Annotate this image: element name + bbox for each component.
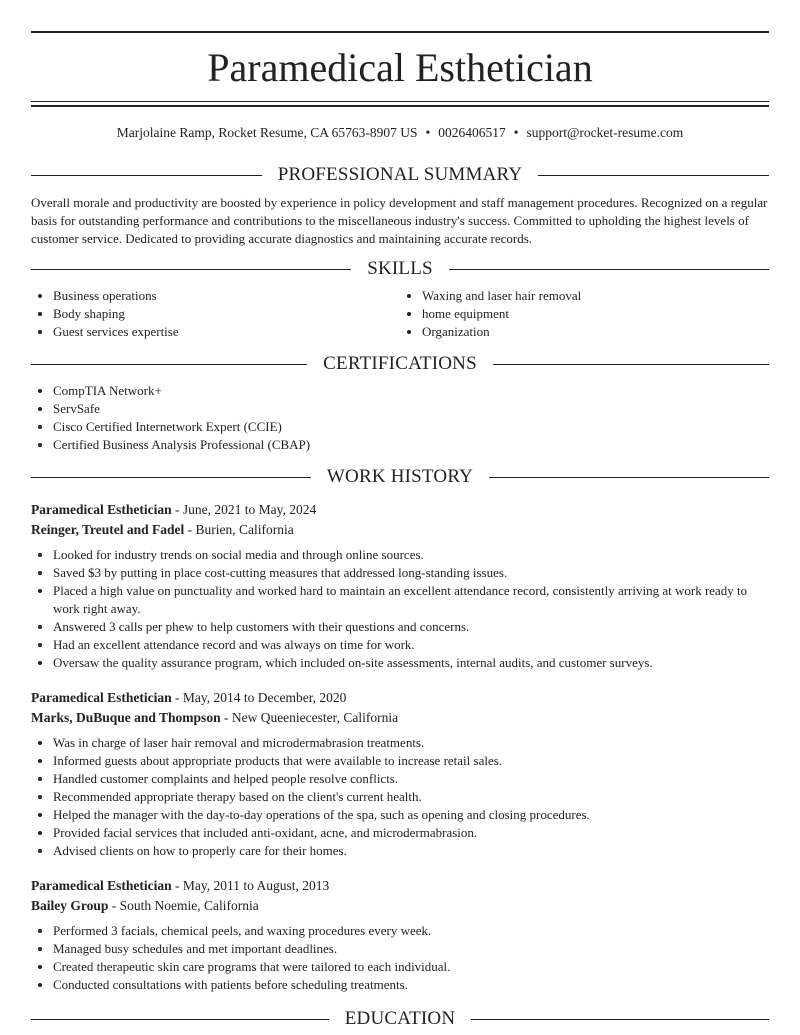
list-item: • Certified Business Analysis Professional (CBAP) [53,436,769,454]
list-item: • Created therapeutic skin care programs that were tailored to each individual. [53,958,769,976]
list-item: • Conducted consultations with patients before scheduling treatments. [53,976,769,994]
certifications-list [31,382,769,454]
section-header-skills [31,256,769,282]
title-rule [31,101,769,102]
list-item: • Guest services expertise [53,323,400,341]
title-rule [31,105,769,107]
job-entry [31,688,769,860]
job-bullets [31,922,769,994]
job-title: Paramedical Esthetician [31,502,172,517]
job-dates: - May, 2011 to August, 2013 [174,878,330,893]
company-name: Bailey Group [31,898,109,913]
job-bullets [31,734,769,860]
list-item: • Helped the manager with the day-to-day operations of the spa, such as opening and closing procedures. [53,806,769,824]
contact-line [31,124,769,142]
job-title: Paramedical Esthetician [31,878,172,893]
job-title: Paramedical Esthetician [31,690,172,705]
section-title: EDUCATION [344,1008,456,1029]
list-item: • Waxing and laser hair removal [422,287,769,305]
job-dates: - May, 2014 to December, 2020 [174,690,347,705]
list-item: • Cisco Certified Internetwork Expert (CCIE) [53,418,769,436]
summary-text: Overall morale and productivity are boosted by experience in policy development and staff management procedures. Recognized on a regular basis for outstanding performance and contributions to the miscellaneous industry's success. Committed to upholding the highest levels of customer service. Dedicated to providing accurate diagnostics and maintaining accurate records. [31,195,768,246]
company-line [31,708,769,728]
section-header-education [31,1006,769,1032]
company-line [31,896,769,916]
section-title: SKILLS [367,258,433,279]
company-name: Marks, DuBuque and Thompson [31,710,221,725]
top-rule [31,31,769,33]
section-title: WORK HISTORY [326,466,474,487]
company-line [31,520,769,540]
list-item: • Managed busy schedules and met important deadlines. [53,940,769,958]
work-history [31,500,769,994]
contact-email: support@rocket-resume.com [526,125,684,140]
list-item: • Performed 3 facials, chemical peels, and waxing procedures every week. [53,922,769,940]
job-title-line [31,500,769,520]
job-entry [31,500,769,672]
list-item: • Handled customer complaints and helped people resolve conflicts. [53,770,769,788]
contact-phone: 0026406517 [438,125,506,140]
list-item: • Recommended appropriate therapy based on the client's current health. [53,788,769,806]
list-item: • Body shaping [53,305,400,323]
list-item: • Was in charge of laser hair removal and microdermabrasion treatments. [53,734,769,752]
list-item: • Answered 3 calls per phew to help customers with their questions and concerns. [53,618,769,636]
job-title-line [31,876,769,896]
contact-address: Marjolaine Ramp, Rocket Resume, CA 65763-8907 US [116,125,418,140]
company-name: Reinger, Treutel and Fadel [31,522,185,537]
list-item: • Organization [422,323,769,341]
list-item: • Business operations [53,287,400,305]
page-title: Paramedical Esthetician [207,45,593,90]
list-item: • ServSafe [53,400,769,418]
section-header-certifications [31,351,769,377]
separator: • [513,125,519,140]
list-item: • Oversaw the quality assurance program, which included on-site assessments, internal audits, and customer surveys. [53,654,769,672]
list-item: • Had an excellent attendance record and was always on time for work. [53,636,769,654]
list-item: • Placed a high value on punctuality and worked hard to maintain an excellent attendance record, consistently arriving at work ready to work right away. [53,582,769,618]
list-item: • Advised clients on how to properly care for their homes. [53,842,769,860]
section-header-summary [31,162,769,188]
job-dates: - June, 2021 to May, 2024 [174,502,317,517]
company-location: - New Queeniecester, California [223,710,399,725]
company-location: - South Noemie, California [111,898,259,913]
separator: • [425,125,431,140]
section-title: CERTIFICATIONS [323,353,477,374]
section-title: PROFESSIONAL SUMMARY [277,164,523,185]
list-item: • Saved $3 by putting in place cost-cutting measures that addressed long-standing issues. [53,564,769,582]
list-item: • home equipment [422,305,769,323]
list-item: • Looked for industry trends on social media and through online sources. [53,546,769,564]
list-item: • Informed guests about appropriate products that were available to increase retail sales. [53,752,769,770]
list-item: • Provided facial services that included anti-oxidant, acne, and microdermabrasion. [53,824,769,842]
skills-list [31,287,769,341]
list-item: • CompTIA Network+ [53,382,769,400]
section-header-work [31,464,769,490]
job-entry [31,876,769,994]
job-title-line [31,688,769,708]
company-location: - Burien, California [187,522,294,537]
job-bullets [31,546,769,672]
